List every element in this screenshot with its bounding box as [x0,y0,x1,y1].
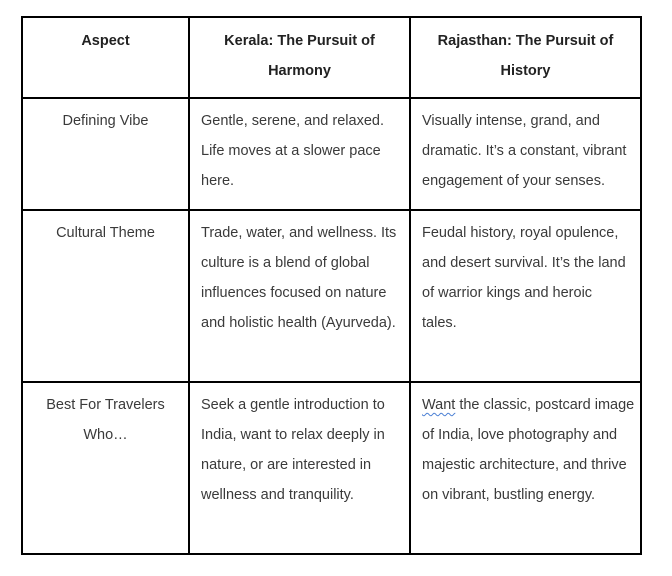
spellcheck-flagged-word[interactable]: Want [422,397,456,413]
cell-rajasthan[interactable]: Visually intense, grand, and dramatic. It’s a constant, vibrant engagement of your senses. [410,98,641,210]
table-row [22,98,641,210]
comparison-table [21,16,642,555]
header-rajasthan[interactable]: Rajasthan: The Pursuit of History [410,17,641,98]
cell-rajasthan[interactable]: Feudal history, royal opulence, and desert survival. It’s the land of warrior kings and heroic tales. [410,210,641,382]
cell-aspect[interactable]: Best For Travelers Who… [22,382,189,554]
cell-aspect[interactable]: Cultural Theme [22,210,189,382]
cell-aspect[interactable]: Defining Vibe [22,98,189,210]
header-aspect[interactable]: Aspect [22,17,189,98]
cell-kerala[interactable]: Seek a gentle introduction to India, want to relax deeply in nature, or are interested in wellness and tranquility. [189,382,410,554]
cell-rajasthan[interactable]: Want the classic, postcard image of India, love photography and majestic architecture, and thrive on vibrant, bustling energy. [410,382,641,554]
cell-kerala[interactable]: Trade, water, and wellness. Its culture is a blend of global influences focused on nature and holistic health (Ayurveda). [189,210,410,382]
table-row [22,382,641,554]
header-kerala[interactable]: Kerala: The Pursuit of Harmony [189,17,410,98]
table-row [22,210,641,382]
header-row [22,17,641,98]
cell-kerala[interactable]: Gentle, serene, and relaxed. Life moves at a slower pace here. [189,98,410,210]
